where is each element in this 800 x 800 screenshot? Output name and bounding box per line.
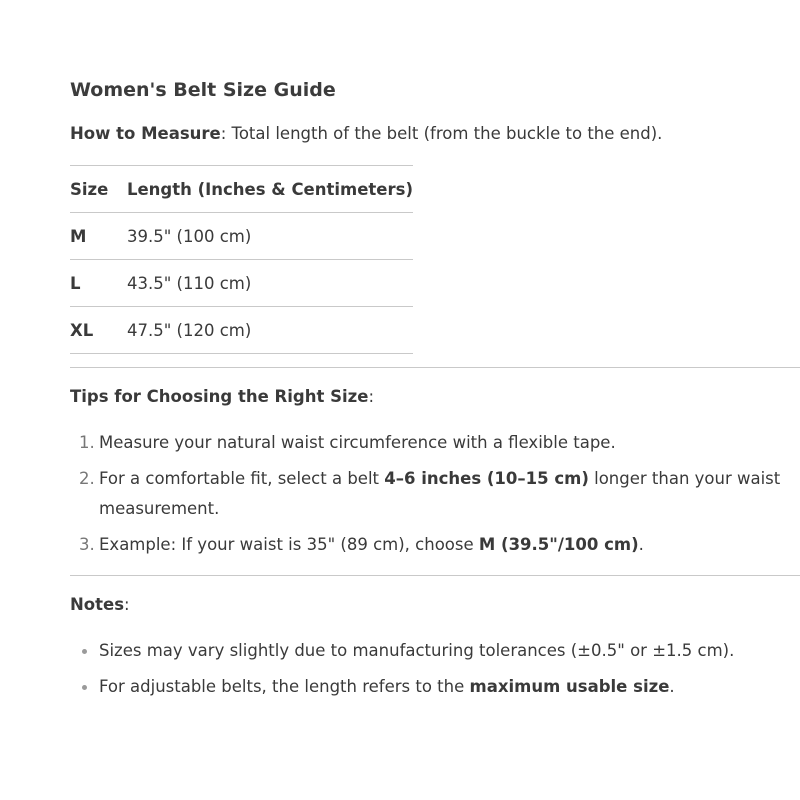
tip-emphasis: M (39.5"/100 cm) <box>478 535 639 554</box>
notes-list <box>70 636 790 708</box>
notes-heading-colon: : <box>124 595 130 614</box>
how-to-measure-label: How to Measure <box>70 124 221 143</box>
how-to-measure-text: : Total length of the belt (from the buckle to the end). <box>220 124 663 143</box>
tips-heading-label: Tips for Choosing the Right Size <box>70 387 369 406</box>
list-item <box>70 530 790 560</box>
tip-emphasis: 4–6 inches (10–15 cm) <box>384 469 589 488</box>
column-header-length: Length (Inches & Centimeters) <box>127 166 413 213</box>
list-number: 2. <box>79 469 95 488</box>
list-number: 1. <box>79 433 95 452</box>
tips-heading-colon: : <box>368 387 375 406</box>
length-cell: 39.5" (100 cm) <box>127 213 413 260</box>
list-item <box>70 464 790 524</box>
note-text: For adjustable belts, the length refers to the <box>99 677 470 696</box>
notes-heading <box>70 594 130 616</box>
tip-text: measurement. <box>99 499 220 518</box>
tip-text: longer than your waist <box>588 469 781 488</box>
size-cell: L <box>70 260 127 307</box>
tip-line <box>99 464 790 494</box>
note-emphasis: maximum usable size <box>469 677 670 696</box>
page-title: Women's Belt Size Guide <box>70 79 336 101</box>
list-item <box>70 428 790 458</box>
note-text: . <box>669 677 675 696</box>
how-to-measure <box>70 123 662 145</box>
size-cell: M <box>70 213 127 260</box>
tip-text: Measure your natural waist circumference with a flexible tape. <box>99 433 616 452</box>
table-header-row <box>70 166 413 213</box>
tip-line <box>99 530 790 560</box>
table-row <box>70 260 413 307</box>
table-row <box>70 307 413 354</box>
size-cell: XL <box>70 307 127 354</box>
bullet-icon <box>82 649 87 654</box>
length-cell: 47.5" (120 cm) <box>127 307 413 354</box>
list-item <box>70 672 790 702</box>
tip-text: Example: If your waist is 35" (89 cm), choose <box>99 535 479 554</box>
tips-list <box>70 428 790 566</box>
section-divider <box>70 367 800 368</box>
notes-heading-label: Notes <box>70 595 125 614</box>
list-item <box>70 636 790 666</box>
column-header-size: Size <box>70 166 127 213</box>
size-table <box>70 165 413 354</box>
tips-heading <box>70 386 374 408</box>
tip-text: . <box>638 535 644 554</box>
section-divider <box>70 575 800 576</box>
length-cell: 43.5" (110 cm) <box>127 260 413 307</box>
bullet-icon <box>82 685 87 690</box>
note-text: Sizes may vary slightly due to manufacturing tolerances (±0.5" or ±1.5 cm). <box>99 641 735 660</box>
table-row <box>70 213 413 260</box>
tip-text: For a comfortable fit, select a belt <box>99 469 385 488</box>
list-number: 3. <box>79 535 95 554</box>
